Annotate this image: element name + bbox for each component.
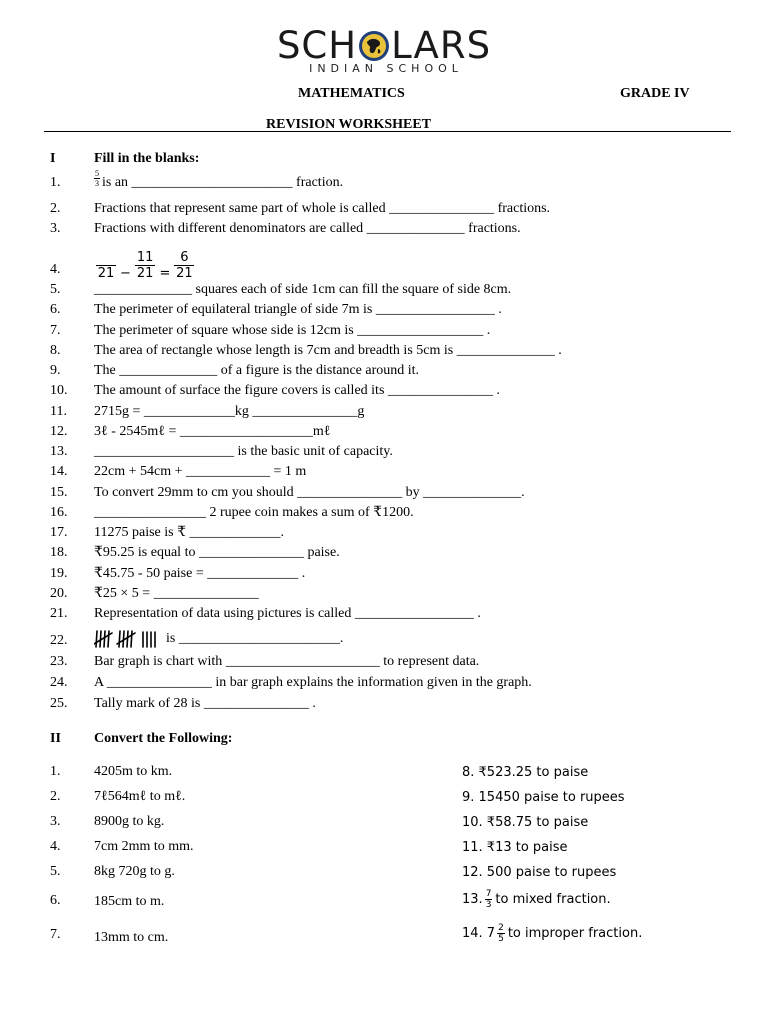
item-number: 5.: [50, 864, 61, 879]
question-text: A _______________ in bar graph explains the information given in the graph.: [94, 675, 532, 690]
question-row: [50, 219, 740, 239]
question-text: The area of rectangle whose length is 7cm and breadth is 5cm is ______________ .: [94, 343, 562, 358]
fraction-numerator-blank: [96, 250, 116, 266]
conversion-item: 10. ₹58.75 to paise: [462, 815, 589, 830]
question-text: [94, 629, 343, 649]
question-row: [50, 402, 740, 422]
question-row: [50, 341, 740, 361]
subject-heading: MATHEMATICS: [298, 86, 405, 101]
item-text: 4205m to km.: [94, 764, 173, 779]
question-row: [50, 199, 740, 219]
question-row: [50, 442, 740, 462]
question-text: 22cm + 54cm + ____________ = 1 m: [94, 464, 307, 479]
question-number: 6.: [50, 302, 61, 317]
question-text: Fractions that represent same part of whole is called _______________ fractions.: [94, 201, 551, 216]
worksheet-title: REVISION WORKSHEET: [266, 117, 432, 132]
question-text: The ______________ of a figure is the distance around it.: [94, 363, 420, 378]
section-2-title: Convert the Following:: [94, 731, 233, 746]
section-1-title: Fill in the blanks:: [94, 151, 200, 166]
fraction-denominator: 21: [176, 266, 193, 281]
item-text: 8900g to kg.: [94, 814, 165, 829]
fraction-equation: [94, 250, 196, 282]
question-number: 16.: [50, 505, 68, 520]
question-text: 2715g = _____________kg _______________g: [94, 404, 365, 419]
tally-marks-icon: [94, 629, 162, 649]
fraction-denominator: 5: [498, 934, 504, 944]
question-text: 11275 paise is ₹ _____________.: [94, 525, 284, 540]
question-text: Tally mark of 28 is _______________ .: [94, 696, 316, 711]
item-number: 7.: [50, 927, 61, 942]
item-number: 2.: [50, 789, 61, 804]
question-text: The perimeter of equilateral triangle of side 7m is _________________ .: [94, 302, 502, 317]
question-number: 5.: [50, 282, 61, 297]
fraction-numerator: 5: [95, 169, 99, 178]
fraction-denominator: 21: [97, 266, 115, 281]
question-text: Bar graph is chart with ______________________ to represent data.: [94, 654, 480, 669]
conversion-item: 8. ₹523.25 to paise: [462, 765, 589, 780]
question-number: 21.: [50, 606, 68, 621]
logo-wordmark: [277, 26, 491, 66]
fraction-denominator: 3: [95, 179, 99, 188]
fraction: [485, 889, 493, 910]
question-number: 1.: [50, 175, 61, 190]
question-body: is _______________________.: [166, 631, 344, 647]
question-body: is an _______________________ fraction.: [102, 175, 344, 190]
fraction: [174, 250, 194, 281]
conversion-item: 9. 15450 paise to rupees: [462, 790, 625, 805]
question-row: [50, 462, 740, 482]
question-row: [50, 631, 740, 651]
question-number: 8.: [50, 343, 61, 358]
header-divider: [44, 131, 731, 132]
question-row: [50, 694, 740, 714]
section-2-number: II: [50, 731, 61, 746]
section-1-number: I: [50, 151, 56, 166]
item-number: 13.: [462, 892, 483, 907]
logo-subtitle: INDIAN SCHOOL: [309, 62, 463, 75]
question-row: [50, 523, 740, 543]
question-row: [50, 584, 740, 604]
grade-heading: GRADE IV: [620, 86, 690, 101]
question-row: [50, 250, 740, 281]
conversion-item: [462, 889, 611, 910]
question-number: 13.: [50, 444, 68, 459]
question-row: [50, 652, 740, 672]
question-row: [50, 564, 740, 584]
question-number: 9.: [50, 363, 61, 378]
question-row: [50, 483, 740, 503]
question-text: The perimeter of square whose side is 12cm is __________________ .: [94, 323, 491, 338]
item-text: 13mm to cm.: [94, 930, 169, 945]
item-number: 3.: [50, 814, 61, 829]
item-number: 6.: [50, 893, 61, 908]
fraction-numerator: 7: [485, 889, 492, 899]
item-text: to improper fraction.: [507, 926, 643, 941]
item-text: 185cm to m.: [94, 894, 165, 909]
item-number: 1.: [50, 764, 61, 779]
question-number: 18.: [50, 545, 68, 560]
question-text: ________________ 2 rupee coin makes a sum of ₹1200.: [94, 505, 414, 520]
question-number: 24.: [50, 675, 68, 690]
fraction-blank: [96, 250, 116, 281]
question-number: 25.: [50, 696, 68, 711]
question-number: 17.: [50, 525, 68, 540]
equals-sign: =: [159, 266, 171, 281]
conversion-item: 12. 500 paise to rupees: [462, 865, 617, 880]
question-text: Representation of data using pictures is called _________________ .: [94, 606, 481, 621]
question-number: 10.: [50, 383, 68, 398]
question-row: [50, 381, 740, 401]
question-text: ₹95.25 is equal to _______________ paise.: [94, 545, 340, 560]
question-row: [50, 422, 740, 442]
item-number: 4.: [50, 839, 61, 854]
fraction: [94, 169, 100, 188]
question-number: 2.: [50, 201, 61, 216]
item-text: 8kg 720g to g.: [94, 864, 175, 879]
question-number: 20.: [50, 586, 68, 601]
question-row: [50, 673, 740, 693]
question-number: 3.: [50, 221, 61, 236]
question-text: ₹25 × 5 = _______________: [94, 586, 259, 601]
logo-text-right: LARS: [391, 24, 492, 67]
question-number: 11.: [50, 404, 67, 419]
question-number: 23.: [50, 654, 68, 669]
conversion-item: 11. ₹13 to paise: [462, 840, 568, 855]
question-number: 7.: [50, 323, 61, 338]
fraction-numerator: 11: [136, 250, 154, 265]
fraction-numerator: 2: [498, 923, 504, 933]
item-text: 7ℓ564mℓ to mℓ.: [94, 789, 186, 804]
item-text: 7cm 2mm to mm.: [94, 839, 194, 854]
fraction-denominator: 3: [485, 900, 492, 910]
question-text: [94, 169, 343, 191]
question-number: 14.: [50, 464, 68, 479]
item-text: to mixed fraction.: [495, 892, 611, 907]
question-text: The amount of surface the figure covers is called its _______________ .: [94, 383, 500, 398]
question-number: 22.: [50, 633, 68, 648]
conversion-item: [462, 923, 642, 944]
question-row: [50, 604, 740, 624]
minus-sign: −: [120, 266, 131, 281]
question-text: ______________ squares each of side 1cm can fill the square of side 8cm.: [94, 282, 512, 297]
question-number: 4.: [50, 262, 61, 277]
question-row: [50, 361, 740, 381]
item-number: 14. 7: [462, 926, 496, 941]
fraction: [135, 250, 156, 281]
question-text: ₹45.75 - 50 paise = _____________ .: [94, 566, 306, 581]
question-text: To convert 29mm to cm you should _______________ by ______________.: [94, 485, 525, 500]
logo-text-left: SCH: [276, 24, 358, 67]
question-row: [50, 321, 740, 341]
question-row: [50, 543, 740, 563]
fraction: [497, 923, 505, 944]
globe-icon: [358, 30, 390, 62]
fraction-numerator: 6: [174, 250, 194, 266]
question-text: ____________________ is the basic unit of capacity.: [94, 444, 393, 459]
question-row: [50, 300, 740, 320]
fraction-denominator: 21: [136, 266, 154, 281]
question-number: 19.: [50, 566, 68, 581]
question-row: [50, 503, 740, 523]
question-number: 15.: [50, 485, 68, 500]
school-logo: [0, 26, 768, 75]
question-row: [50, 169, 740, 193]
question-row: [50, 280, 740, 300]
question-text: 3ℓ - 2545mℓ = ___________________mℓ: [94, 424, 331, 439]
question-text: Fractions with different denominators are called ______________ fractions.: [94, 221, 521, 236]
question-number: 12.: [50, 424, 68, 439]
